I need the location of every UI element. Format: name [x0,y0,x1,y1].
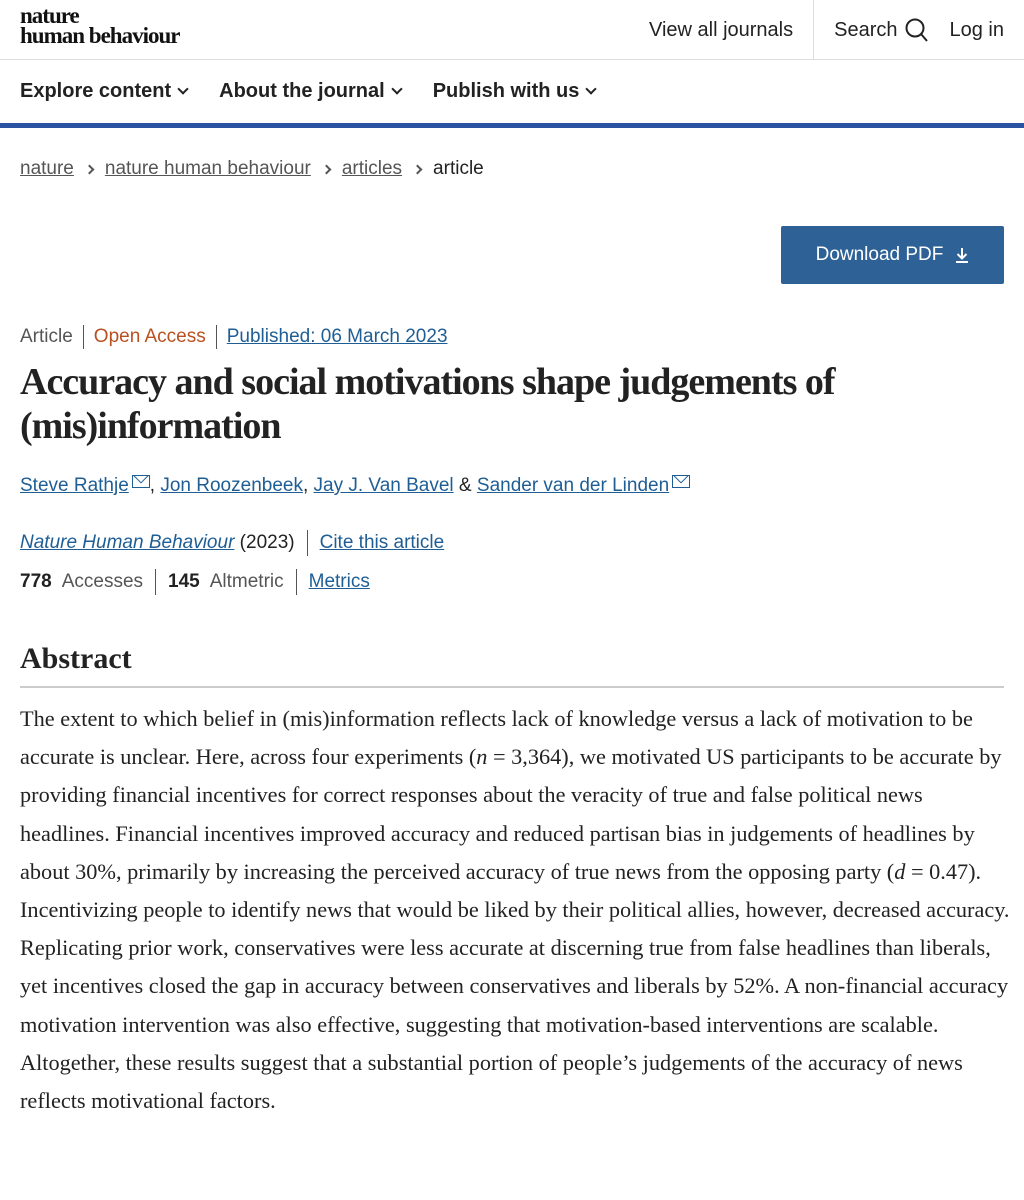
accesses-count: 778 [20,571,52,592]
abstract-segment: = 3,364), we motivated US participants to be accurate by providing financial incentives for correct responses about the veracity of true and false political news headlines. Financial incentives improved accuracy and reduced partisan bias in judgements of headlines by about 30%, primarily by increasing the perceived accuracy of true news from the opposing party ( [20,744,1002,884]
article-stats [20,569,370,595]
author-link[interactable]: Steve Rathje [20,475,129,496]
accesses-label: Accesses [61,571,144,592]
chevron-down-icon [586,83,597,94]
divider [296,569,297,595]
author-link[interactable]: Sander van der Linden [476,475,670,496]
article-title: Accuracy and social motivations shape judgements of (mis)information [20,361,835,447]
cite-article-link[interactable]: Cite this article [319,532,445,553]
nav-about-journal[interactable] [219,80,401,103]
altmetric-label: Altmetric [209,571,284,592]
separator: & [458,475,472,496]
download-pdf-button[interactable] [781,226,1004,284]
divider [307,530,308,556]
nav-explore-content[interactable] [20,80,187,103]
published-date-link[interactable]: Published: 06 March 2023 [226,326,448,347]
login-link[interactable]: Log in [949,18,1004,41]
article-type: Article [20,326,73,347]
abstract-segment: = 0.47). Incentivizing people to identify news that would be liked by their political allies, however, decreased accuracy. Replicating prior work, conservatives were less accurate at discerning true from false headlines than liberals, yet incentives closed the gap in accuracy between conservatives and liberals by 52%. A non-financial accuracy motivation intervention was also effective, suggesting that motivation-based interventions are scalable. Altogether, these results suggest that a substantial portion of people’s judgements of the accuracy of news reflects motivational factors. [20,858,1010,1114]
author-link[interactable]: Jay J. Van Bavel [313,475,454,496]
chevron-down-icon [177,83,188,94]
search-icon [904,17,930,43]
nav-label: About the journal [219,80,385,102]
nav-publish-with-us[interactable] [433,80,596,103]
breadcrumb-journal[interactable]: nature human behaviour [104,158,311,179]
main-nav [0,60,1024,128]
search-label: Search [834,18,898,41]
author-list [20,475,690,497]
abstract-italic: d [894,858,906,884]
breadcrumb [20,158,484,180]
download-icon [955,247,969,263]
journal-info [20,530,444,556]
breadcrumb-nature[interactable]: nature [20,158,74,179]
separator: , [302,475,309,496]
abstract-segment: The extent to which belief in (mis)information reflects lack of knowledge versus a lack of motivation to be accurate is unclear. Here, across four experiments ( [20,706,973,770]
article-meta [20,325,458,349]
metrics-link[interactable]: Metrics [308,571,370,592]
breadcrumb-current: article [433,158,484,179]
journal-link[interactable]: Nature Human Behaviour [20,532,235,553]
chevron-right-icon [321,164,331,174]
chevron-right-icon [84,164,94,174]
email-icon[interactable] [672,475,690,488]
view-all-journals-link[interactable]: View all journals [649,0,814,60]
abstract-italic: n [476,744,488,770]
author-link[interactable]: Jon Roozenbeek [160,475,303,496]
logo-line-2: human behaviour [20,23,180,48]
breadcrumb-articles[interactable]: articles [341,158,403,179]
top-bar [0,0,1024,60]
journal-year: (2023) [239,532,295,553]
nav-label: Publish with us [432,80,580,102]
email-icon[interactable] [132,475,150,488]
download-label: Download PDF [815,244,944,265]
logo-line-1: nature [20,3,79,28]
nav-label: Explore content [20,80,172,102]
open-access-badge: Open Access [83,325,216,349]
chevron-down-icon [391,83,402,94]
altmetric-count: 145 [168,571,200,592]
separator: , [149,475,156,496]
journal-logo[interactable] [20,3,180,48]
abstract-heading: Abstract [20,642,1004,688]
search-button[interactable] [814,17,949,43]
chevron-right-icon [413,164,423,174]
divider [155,569,156,595]
abstract-text [20,700,1010,1120]
